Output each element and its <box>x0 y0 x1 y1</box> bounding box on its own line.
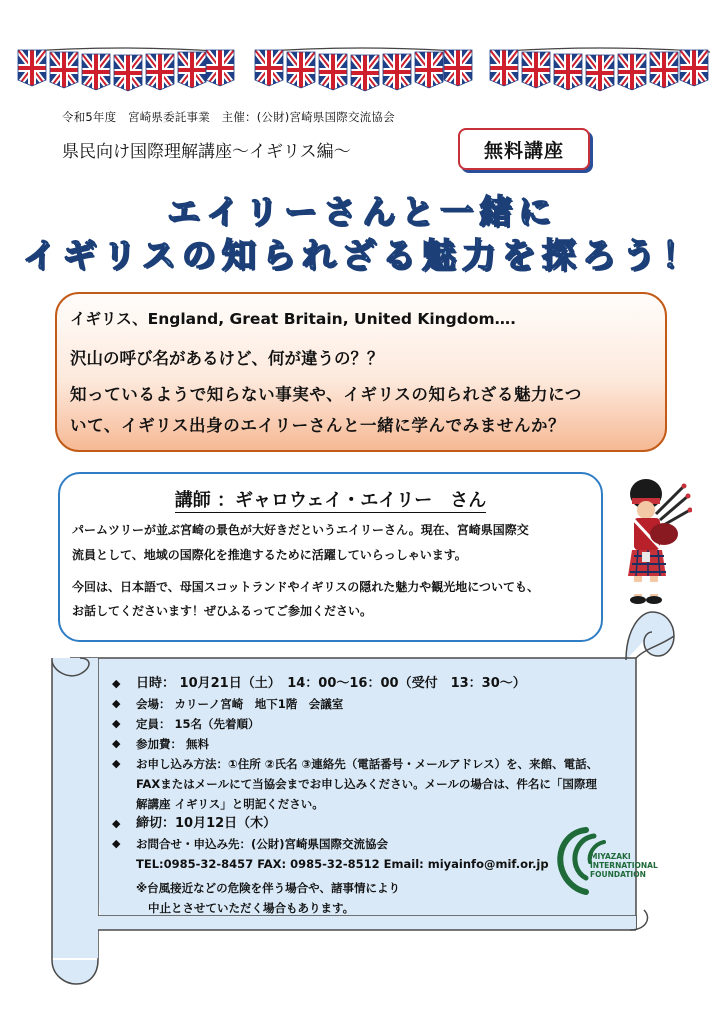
flag-group-middle <box>255 50 472 91</box>
bagpiper-illustration <box>612 474 692 609</box>
lecturer-text-4: お話してくださいます！ぜひふるってご参加ください。 <box>72 604 373 618</box>
intro-line-1: イギリス、England, Great Britain, United Kingdom…. <box>70 310 517 328</box>
diamond-bullet-icon: ◆ <box>112 717 121 730</box>
diamond-bullet-icon: ◆ <box>112 737 121 750</box>
contact-details: TEL:0985-32-8457 FAX: 0985-32-8512 Email: miyainfo@mif.or.jp <box>136 857 549 871</box>
lecturer-name: 講師 ：ギャロウェイ・エイリー さん <box>174 490 487 511</box>
diamond-bullet-icon: ◆ <box>112 757 121 770</box>
info-capacity: ◆ 定員： 15名（先着順） <box>112 714 672 734</box>
lecturer-heading <box>58 486 603 512</box>
intro-line-3: 知っているようで知らない事実や、イギリスの知られざる魅力につ <box>70 385 583 404</box>
union-jack-bunting <box>0 40 724 100</box>
info-contact: ◆ お問合せ・申込み先：(公財)宮崎県国際交流協会 TEL:0985-32-8457 FAX: 0985-32-8512 Email: miyainfo@mif.or.jp <box>112 834 672 874</box>
diamond-bullet-icon: ◆ <box>112 677 121 690</box>
info-venue: ◆ 会場： カリーノ宮崎 地下1階 会議室 <box>112 694 672 714</box>
main-title-line-2: イギリスの知られざる魅力を探ろう！ <box>22 236 702 276</box>
series-title: 県民向け国際理解講座～イギリス編～ <box>62 142 351 162</box>
main-title-line-1: エイリーさんと一緒に <box>167 192 557 231</box>
lecturer-text-1: パームツリーが並ぶ宮崎の景色が大好きだというエイリーさん。現在、宮崎県国際交 <box>72 523 529 537</box>
sponsor-line: 令和5年度 宮崎県委託事業 主催：(公財)宮崎県国際交流協会 <box>62 110 395 124</box>
info-fee: ◆ 参加費： 無料 <box>112 734 672 754</box>
info-date: ◆ 日時： 10月21日（土） 14：00～16：00（受付 13：30～） <box>112 674 672 694</box>
cancellation-note-1: ※台風接近などの危険を伴う場合や、諸事情により <box>136 881 400 895</box>
diamond-bullet-icon: ◆ <box>112 697 121 710</box>
diamond-bullet-icon: ◆ <box>112 837 121 850</box>
intro-line-4: いて、イギリス出身のエイリーさんと一緒に学んでみませんか？ <box>70 416 566 435</box>
info-apply: ◆ お申し込み方法：①住所 ②氏名 ③連絡先（電話番号・メールアドレス）を、来館、電話、 FAXまたはメールにて当協会までお申し込みください。メールの場合は、件名に「国際理 解講座 イギリス」と明記ください。 <box>112 754 672 814</box>
cancellation-note-2: 中止とさせていただく場合もあります。 <box>148 901 355 915</box>
intro-line-2: 沢山の呼び名があるけど、何が違うの？？ <box>70 349 384 368</box>
lecturer-text-2: 流員として、地域の国際化を推進するために活躍していらっしゃいます。 <box>72 548 467 562</box>
lecturer-text-3: 今回は、日本語で、母国スコットランドやイギリスの隠れた魅力や観光地についても、 <box>72 580 540 594</box>
info-deadline: ◆ 締切：10月12日（木） <box>112 814 672 834</box>
flag-group-left <box>18 50 234 91</box>
mif-logo-text: MIYAZAKI INTERNATIONAL FOUNDATION <box>590 852 658 879</box>
diamond-bullet-icon: ◆ <box>112 817 121 830</box>
free-course-badge: 無料講座 <box>458 128 590 170</box>
flag-group-right <box>490 50 708 91</box>
